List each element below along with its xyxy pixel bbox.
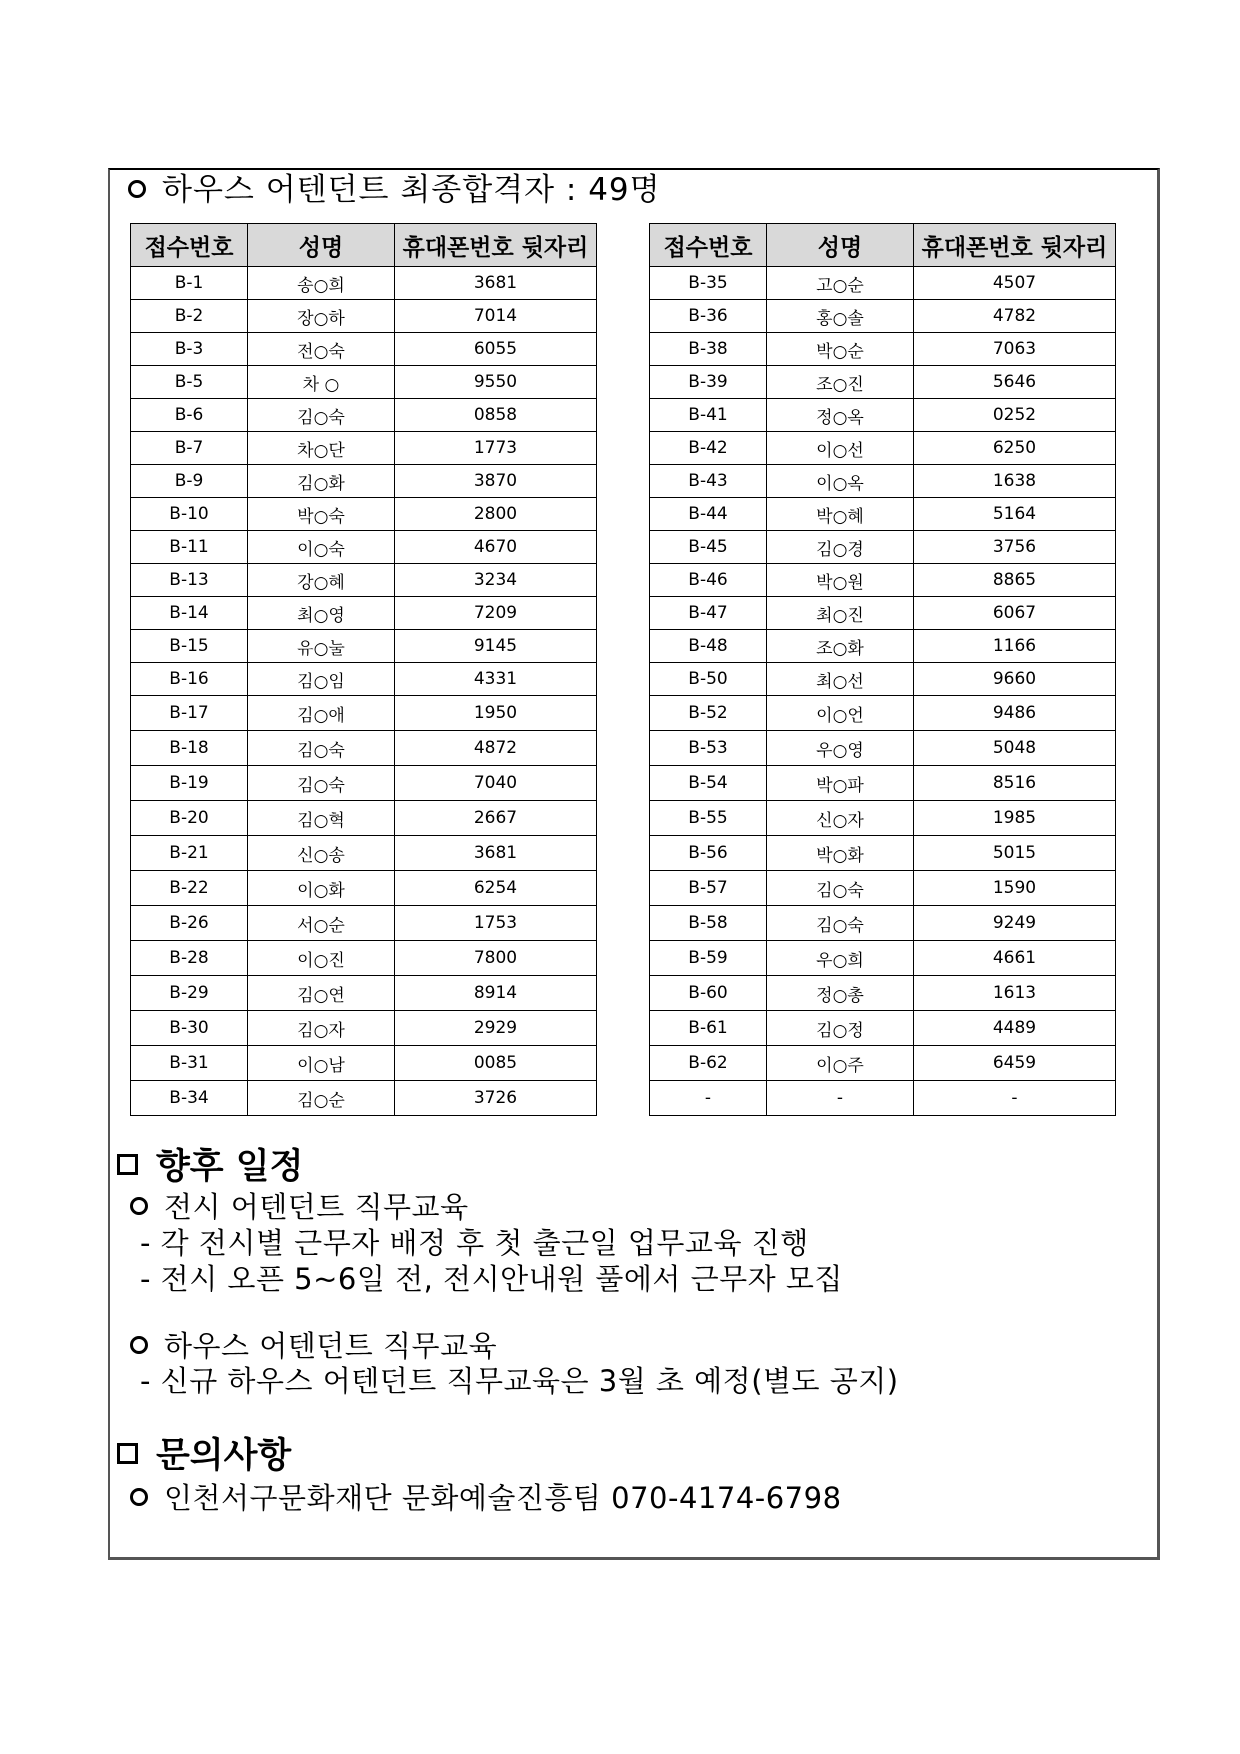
phone-digits-cell: 5015 [914,836,1116,871]
receipt-number-cell: B-53 [650,731,767,766]
table-row [650,432,1116,465]
name-cell: 김○애 [248,696,395,731]
header-receipt-number: 접수번호 [131,224,248,267]
table-row [650,941,1116,976]
schedule-section-title [117,1145,303,1189]
phone-digits-cell: - [914,1081,1116,1116]
phone-digits-cell: 7800 [395,941,597,976]
exhibit-training-heading [130,1188,469,1226]
receipt-number-cell: B-11 [131,531,248,564]
receipt-number-cell: B-28 [131,941,248,976]
table-row [131,333,597,366]
table-header-row [131,224,597,267]
table-row [131,630,597,663]
receipt-number-cell: B-9 [131,465,248,498]
house-training-heading-text: 하우스 어텐던트 직무교육 [164,1329,498,1363]
name-cell: 우○영 [767,731,914,766]
header-name: 성명 [767,224,914,267]
phone-digits-cell: 0085 [395,1046,597,1081]
receipt-number-cell: B-10 [131,498,248,531]
header-phone-last-digits: 휴대폰번호 뒷자리 [914,224,1116,267]
phone-digits-cell: 9660 [914,663,1116,696]
phone-digits-cell: 3726 [395,1081,597,1116]
table-row [131,871,597,906]
table-row [131,801,597,836]
name-cell: 최○진 [767,597,914,630]
phone-digits-cell: 4872 [395,731,597,766]
table-row [650,1011,1116,1046]
circle-bullet-icon [130,1197,148,1215]
receipt-number-cell: B-36 [650,300,767,333]
phone-digits-cell: 4489 [914,1011,1116,1046]
table-row [131,1046,597,1081]
name-cell: 조○화 [767,630,914,663]
phone-digits-cell: 3756 [914,531,1116,564]
name-cell: 서○순 [248,906,395,941]
phone-digits-cell: 6055 [395,333,597,366]
table-row [650,564,1116,597]
receipt-number-cell: B-39 [650,366,767,399]
receipt-number-cell: B-54 [650,766,767,801]
table-row [131,1011,597,1046]
table-row [131,564,597,597]
receipt-number-cell: B-60 [650,976,767,1011]
table-row [650,399,1116,432]
receipt-number-cell: B-62 [650,1046,767,1081]
square-bullet-icon [117,1443,138,1464]
table-row [650,976,1116,1011]
header-phone-last-digits: 휴대폰번호 뒷자리 [395,224,597,267]
name-cell: 정○총 [767,976,914,1011]
table-row [650,836,1116,871]
name-cell: 김○숙 [767,871,914,906]
phone-digits-cell: 1613 [914,976,1116,1011]
table-row [131,531,597,564]
phone-digits-cell: 4661 [914,941,1116,976]
receipt-number-cell: B-1 [131,267,248,300]
phone-digits-cell: 1985 [914,801,1116,836]
phone-digits-cell: 4507 [914,267,1116,300]
receipt-number-cell: B-20 [131,801,248,836]
table-row [131,1081,597,1116]
name-cell: 박○순 [767,333,914,366]
name-cell: 차○단 [248,432,395,465]
name-cell: 김○정 [767,1011,914,1046]
finalists-heading [128,170,661,210]
table-row [650,906,1116,941]
table-row [131,836,597,871]
name-cell: 김○숙 [248,731,395,766]
name-cell: 이○주 [767,1046,914,1081]
table-row [650,766,1116,801]
table-row [131,976,597,1011]
name-cell: 이○언 [767,696,914,731]
finalists-table-left [130,223,597,1116]
circle-bullet-icon [128,180,146,198]
table-row [650,630,1116,663]
receipt-number-cell: B-43 [650,465,767,498]
receipt-number-cell: B-29 [131,976,248,1011]
finalists-table-right [649,223,1116,1116]
phone-digits-cell: 7063 [914,333,1116,366]
phone-digits-cell: 6250 [914,432,1116,465]
receipt-number-cell: B-59 [650,941,767,976]
contact-title-text: 문의사항 [156,1436,292,1476]
phone-digits-cell: 4670 [395,531,597,564]
table-row [650,871,1116,906]
phone-digits-cell: 4331 [395,663,597,696]
table-row [131,465,597,498]
name-cell: 박○화 [767,836,914,871]
phone-digits-cell: 7014 [395,300,597,333]
name-cell: 이○화 [248,871,395,906]
receipt-number-cell: B-19 [131,766,248,801]
table-row [131,399,597,432]
name-cell: - [767,1081,914,1116]
phone-digits-cell: 0858 [395,399,597,432]
receipt-number-cell: B-7 [131,432,248,465]
receipt-number-cell: B-16 [131,663,248,696]
name-cell: 이○옥 [767,465,914,498]
phone-digits-cell: 9486 [914,696,1116,731]
receipt-number-cell: B-2 [131,300,248,333]
name-cell: 김○연 [248,976,395,1011]
receipt-number-cell: B-48 [650,630,767,663]
exhibit-training-item-1: - 각 전시별 근무자 배정 후 첫 출근일 업무교육 진행 [140,1226,809,1260]
name-cell: 강○혜 [248,564,395,597]
table-row [131,696,597,731]
phone-digits-cell: 2929 [395,1011,597,1046]
receipt-number-cell: B-61 [650,1011,767,1046]
receipt-number-cell: B-22 [131,871,248,906]
table-row [650,267,1116,300]
circle-bullet-icon [130,1488,148,1506]
name-cell: 조○진 [767,366,914,399]
phone-digits-cell: 6254 [395,871,597,906]
receipt-number-cell: B-46 [650,564,767,597]
name-cell: 유○눌 [248,630,395,663]
table-row [131,267,597,300]
phone-digits-cell: 6067 [914,597,1116,630]
name-cell: 김○자 [248,1011,395,1046]
table-row [650,300,1116,333]
receipt-number-cell: B-30 [131,1011,248,1046]
receipt-number-cell: - [650,1081,767,1116]
name-cell: 김○경 [767,531,914,564]
name-cell: 고○순 [767,267,914,300]
receipt-number-cell: B-34 [131,1081,248,1116]
receipt-number-cell: B-42 [650,432,767,465]
receipt-number-cell: B-26 [131,906,248,941]
name-cell: 김○임 [248,663,395,696]
table-row [650,801,1116,836]
table-row [650,531,1116,564]
receipt-number-cell: B-57 [650,871,767,906]
phone-digits-cell: 8914 [395,976,597,1011]
receipt-number-cell: B-50 [650,663,767,696]
name-cell: 장○하 [248,300,395,333]
table-row [131,663,597,696]
table-row [131,300,597,333]
contact-section-title [117,1434,291,1478]
receipt-number-cell: B-5 [131,366,248,399]
receipt-number-cell: B-35 [650,267,767,300]
house-training-item-1: - 신규 하우스 어텐던트 직무교육은 3월 초 예정(별도 공지) [140,1364,899,1398]
phone-digits-cell: 7040 [395,766,597,801]
receipt-number-cell: B-14 [131,597,248,630]
receipt-number-cell: B-45 [650,531,767,564]
receipt-number-cell: B-38 [650,333,767,366]
phone-digits-cell: 7209 [395,597,597,630]
house-training-heading [130,1327,497,1365]
table-row [131,766,597,801]
name-cell: 최○선 [767,663,914,696]
phone-digits-cell: 1638 [914,465,1116,498]
receipt-number-cell: B-55 [650,801,767,836]
table-row [650,366,1116,399]
name-cell: 정○옥 [767,399,914,432]
phone-digits-cell: 1166 [914,630,1116,663]
name-cell: 김○숙 [248,399,395,432]
receipt-number-cell: B-18 [131,731,248,766]
name-cell: 우○희 [767,941,914,976]
phone-digits-cell: 9550 [395,366,597,399]
name-cell: 박○혜 [767,498,914,531]
phone-digits-cell: 3681 [395,267,597,300]
name-cell: 이○선 [767,432,914,465]
phone-digits-cell: 8865 [914,564,1116,597]
name-cell: 박○원 [767,564,914,597]
name-cell: 이○숙 [248,531,395,564]
receipt-number-cell: B-58 [650,906,767,941]
phone-digits-cell: 3870 [395,465,597,498]
receipt-number-cell: B-47 [650,597,767,630]
contact-line [130,1479,842,1517]
receipt-number-cell: B-6 [131,399,248,432]
header-receipt-number: 접수번호 [650,224,767,267]
receipt-number-cell: B-52 [650,696,767,731]
table-body-left [131,267,597,1116]
exhibit-training-heading-text: 전시 어텐던트 직무교육 [164,1190,469,1224]
name-cell: 송○희 [248,267,395,300]
receipt-number-cell: B-3 [131,333,248,366]
table-row [650,333,1116,366]
phone-digits-cell: 1753 [395,906,597,941]
receipt-number-cell: B-44 [650,498,767,531]
receipt-number-cell: B-41 [650,399,767,432]
table-row [131,597,597,630]
phone-digits-cell: 9145 [395,630,597,663]
name-cell: 최○영 [248,597,395,630]
phone-digits-cell: 1950 [395,696,597,731]
name-cell: 김○화 [248,465,395,498]
name-cell: 박○숙 [248,498,395,531]
table-body-right [650,267,1116,1116]
table-row [650,731,1116,766]
table-header-row [650,224,1116,267]
square-bullet-icon [117,1154,138,1175]
name-cell: 신○송 [248,836,395,871]
table-row [650,465,1116,498]
phone-digits-cell: 5646 [914,366,1116,399]
phone-digits-cell: 9249 [914,906,1116,941]
name-cell: 홍○솔 [767,300,914,333]
receipt-number-cell: B-31 [131,1046,248,1081]
phone-digits-cell: 0252 [914,399,1116,432]
table-row [131,432,597,465]
phone-digits-cell: 8516 [914,766,1116,801]
name-cell: 전○숙 [248,333,395,366]
name-cell: 김○순 [248,1081,395,1116]
receipt-number-cell: B-13 [131,564,248,597]
phone-digits-cell: 2800 [395,498,597,531]
name-cell: 차 ○ [248,366,395,399]
phone-digits-cell: 3681 [395,836,597,871]
table-row [650,597,1116,630]
name-cell: 이○남 [248,1046,395,1081]
table-row [650,1081,1116,1116]
phone-digits-cell: 1773 [395,432,597,465]
header-name: 성명 [248,224,395,267]
name-cell: 김○혁 [248,801,395,836]
table-row [650,1046,1116,1081]
table-row [650,663,1116,696]
name-cell: 이○진 [248,941,395,976]
phone-digits-cell: 3234 [395,564,597,597]
table-row [650,498,1116,531]
exhibit-training-item-2: - 전시 오픈 5~6일 전, 전시안내원 풀에서 근무자 모집 [140,1262,843,1296]
name-cell: 김○숙 [767,906,914,941]
phone-digits-cell: 5164 [914,498,1116,531]
schedule-title-text: 향후 일정 [156,1147,304,1187]
receipt-number-cell: B-56 [650,836,767,871]
phone-digits-cell: 5048 [914,731,1116,766]
phone-digits-cell: 2667 [395,801,597,836]
table-row [131,731,597,766]
table-row [131,906,597,941]
table-row [650,696,1116,731]
phone-digits-cell: 6459 [914,1046,1116,1081]
receipt-number-cell: B-17 [131,696,248,731]
contact-line-text: 인천서구문화재단 문화예술진흥팀 070-4174-6798 [164,1481,842,1515]
receipt-number-cell: B-21 [131,836,248,871]
phone-digits-cell: 4782 [914,300,1116,333]
table-row [131,498,597,531]
finalists-heading-text: 하우스 어텐던트 최종합격자 : 49명 [162,172,661,208]
name-cell: 신○자 [767,801,914,836]
phone-digits-cell: 1590 [914,871,1116,906]
table-row [131,366,597,399]
circle-bullet-icon [130,1336,148,1354]
receipt-number-cell: B-15 [131,630,248,663]
table-row [131,941,597,976]
name-cell: 김○숙 [248,766,395,801]
name-cell: 박○파 [767,766,914,801]
